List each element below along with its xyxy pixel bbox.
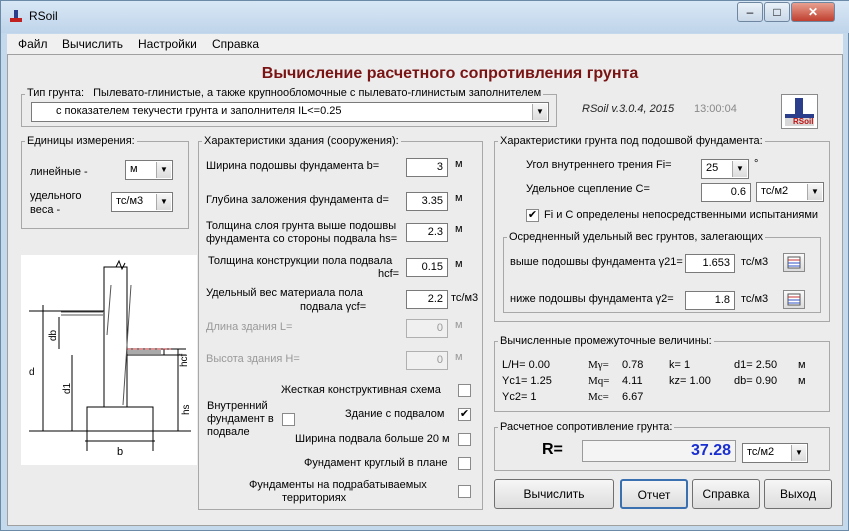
depth-unit: м (455, 192, 463, 204)
basement-label: Здание с подвалом (345, 408, 445, 420)
result-title: Расчетное сопротивление грунта: (500, 421, 673, 433)
yc2-value: Yc2= 1 (502, 391, 537, 403)
length-label: Длина здания L= (206, 321, 293, 333)
basement-width-checkbox[interactable] (458, 433, 471, 446)
my-label: Mγ= (588, 359, 609, 371)
height-unit: м (455, 351, 463, 363)
help-button[interactable]: Справка (692, 479, 760, 509)
time-label: 13:00:04 (694, 103, 737, 115)
k-value: k= 1 (669, 359, 691, 371)
label-db: db (48, 329, 59, 341)
hcf-input[interactable]: 0.15 (406, 258, 448, 277)
basement-checkbox[interactable]: ✔ (459, 408, 470, 420)
report-button[interactable]: Отчет (620, 479, 688, 509)
below-input[interactable]: 1.8 (685, 291, 735, 310)
soil-type-select[interactable]: с показателем текучести грунта и заполнителя IL<=0.25 ▼ (31, 102, 549, 122)
hcf-unit: м (455, 258, 463, 270)
exit-button[interactable]: Выход (764, 479, 832, 509)
menu-help[interactable]: Справка (212, 37, 260, 51)
cohesion-unit-select[interactable]: тс/м2 ▼ (756, 182, 824, 202)
chevron-down-icon: ▼ (532, 104, 547, 120)
weight-units-select[interactable]: тс/м3 ▼ (111, 192, 173, 212)
basement-width-label: Ширина подвала больше 20 м (295, 433, 450, 445)
menu-file[interactable]: Файл (18, 37, 48, 51)
soil-props-title: Характеристики грунта под подошвой фундамента: (500, 135, 763, 147)
my-value: 0.78 (622, 359, 644, 371)
hcf-label-2: hcf= (378, 268, 400, 280)
foundation-diagram (21, 255, 197, 465)
rigid-scheme-checkbox[interactable] (458, 384, 471, 397)
angle-unit: ° (754, 158, 759, 170)
units-title: Единицы измерения: (27, 135, 135, 147)
ycf-label-1: Удельный вес материала пола (206, 287, 363, 299)
undermined-label-1: Фундаменты на подрабатываемых (249, 479, 427, 491)
hs-label-2: фундамента со стороны подвала hs= (206, 233, 398, 245)
calculate-button[interactable]: Вычислить (494, 479, 614, 509)
soil-type-title: Тип грунта: Пылевато-глинистые, а также крупнообломочные с пылевато-глинистым заполнителем (27, 87, 542, 99)
angle-label: Угол внутреннего трения Fi= (526, 159, 672, 171)
inner-foundation-checkbox[interactable] (282, 413, 295, 426)
ycf-label-2: подвала γcf= (300, 301, 367, 313)
chevron-down-icon: ▼ (156, 162, 171, 178)
result-unit-select[interactable]: тс/м2 ▼ (742, 443, 808, 463)
label-d: d (29, 367, 35, 378)
app-icon (9, 9, 23, 23)
undermined-checkbox[interactable] (458, 485, 471, 498)
title-bar (1, 1, 849, 33)
page-title: Вычисление расчетного сопротивления грунта (261, 65, 639, 82)
table-icon (784, 254, 804, 271)
direct-tests-checkbox[interactable]: ✔ (527, 209, 538, 221)
above-unit: тс/м3 (741, 256, 769, 268)
chevron-down-icon: ▼ (156, 194, 171, 210)
chevron-down-icon: ▼ (807, 184, 822, 200)
depth-label: Глубина заложения фундамента d= (206, 194, 389, 206)
label-b: b (117, 446, 124, 458)
width-input[interactable]: 3 (406, 158, 448, 177)
round-foundation-checkbox[interactable] (458, 457, 471, 470)
mq-label: Mq= (588, 375, 610, 387)
chevron-down-icon: ▼ (791, 445, 806, 461)
rigid-scheme-label: Жесткая конструктивная схема (281, 384, 441, 396)
height-label: Высота здания H= (206, 353, 300, 365)
db-unit: м (798, 375, 806, 387)
hs-label-1: Толщина слоя грунта выше подошвы (206, 220, 397, 232)
hcf-label-1: Толщина конструкции пола подвала (208, 255, 393, 267)
inner-foundation-label-2: фундамент в (207, 413, 274, 425)
round-foundation-label: Фундамент круглый в плане (304, 457, 448, 469)
label-hcf: hcf (179, 353, 190, 367)
undermined-label-2: территориях (282, 492, 347, 504)
depth-input[interactable]: 3.35 (406, 192, 448, 211)
result-value: 37.28 (582, 440, 736, 462)
weight-units-label-2: веса - (30, 204, 61, 216)
length-input[interactable]: 0 (406, 319, 448, 338)
length-unit: м (455, 319, 463, 331)
d1-value: d1= 2.50 (734, 359, 778, 371)
inner-foundation-label-3: подвале (207, 426, 250, 438)
intermediate-title: Вычисленные промежуточные величины: (500, 335, 712, 347)
ycf-input[interactable]: 2.2 (406, 290, 448, 309)
direct-tests-label: Fi и C определены непосредственными испытаниями (544, 209, 819, 221)
client-area (7, 54, 843, 526)
cohesion-input[interactable]: 0.6 (701, 183, 751, 202)
linear-units-label: линейные - (30, 166, 88, 178)
building-title: Характеристики здания (сооружения): (204, 135, 399, 147)
cohesion-label: Удельное сцепление C= (526, 183, 650, 195)
above-input[interactable]: 1.653 (685, 254, 735, 273)
yc1-value: Yc1= 1.25 (502, 375, 552, 387)
lh-value: L/H= 0.00 (502, 359, 551, 371)
table-icon (784, 291, 804, 308)
hs-unit: м (455, 223, 463, 235)
chevron-down-icon: ▼ (732, 161, 747, 177)
above-calc-button[interactable] (783, 253, 805, 272)
window-title: RSoil (29, 9, 58, 23)
mq-value: 4.11 (622, 375, 643, 387)
below-unit: тс/м3 (741, 293, 769, 305)
d1-unit: м (798, 359, 806, 371)
result-label: R= (542, 441, 563, 458)
label-d1: d1 (62, 382, 73, 394)
width-label: Ширина подошвы фундамента b= (206, 160, 380, 172)
avg-weight-title: Осредненный удельный вес грунтов, залегающих (509, 231, 764, 243)
minimize-button[interactable]: – (737, 2, 763, 22)
mc-value: 6.67 (622, 391, 644, 403)
linear-units-select[interactable]: м ▼ (125, 160, 173, 180)
ycf-unit: тс/м3 (451, 292, 479, 304)
menu-settings[interactable]: Настройки (138, 37, 197, 51)
logo-text: RSoil (793, 117, 814, 126)
menu-calculate[interactable]: Вычислить (62, 37, 124, 51)
close-button[interactable]: ✕ (791, 2, 835, 22)
maximize-button[interactable]: □ (764, 2, 790, 22)
inner-foundation-label-1: Внутренний (207, 400, 268, 412)
kz-value: kz= 1.00 (669, 375, 711, 387)
height-input[interactable]: 0 (406, 351, 448, 370)
below-calc-button[interactable] (783, 290, 805, 309)
hs-input[interactable]: 2.3 (406, 223, 448, 242)
app-logo (781, 94, 818, 129)
label-hs: hs (181, 404, 192, 415)
weight-units-label-1: удельного (30, 190, 82, 202)
version-label: RSoil v.3.0.4, 2015 (582, 103, 675, 115)
width-unit: м (455, 158, 463, 170)
mc-label: Mc= (588, 391, 609, 403)
below-label: ниже подошвы фундамента γ2= (510, 293, 674, 305)
db-value: db= 0.90 (734, 375, 778, 387)
above-label: выше подошвы фундамента γ21= (510, 256, 683, 268)
angle-select[interactable]: 25 ▼ (701, 159, 749, 179)
menu-bar (7, 34, 843, 54)
